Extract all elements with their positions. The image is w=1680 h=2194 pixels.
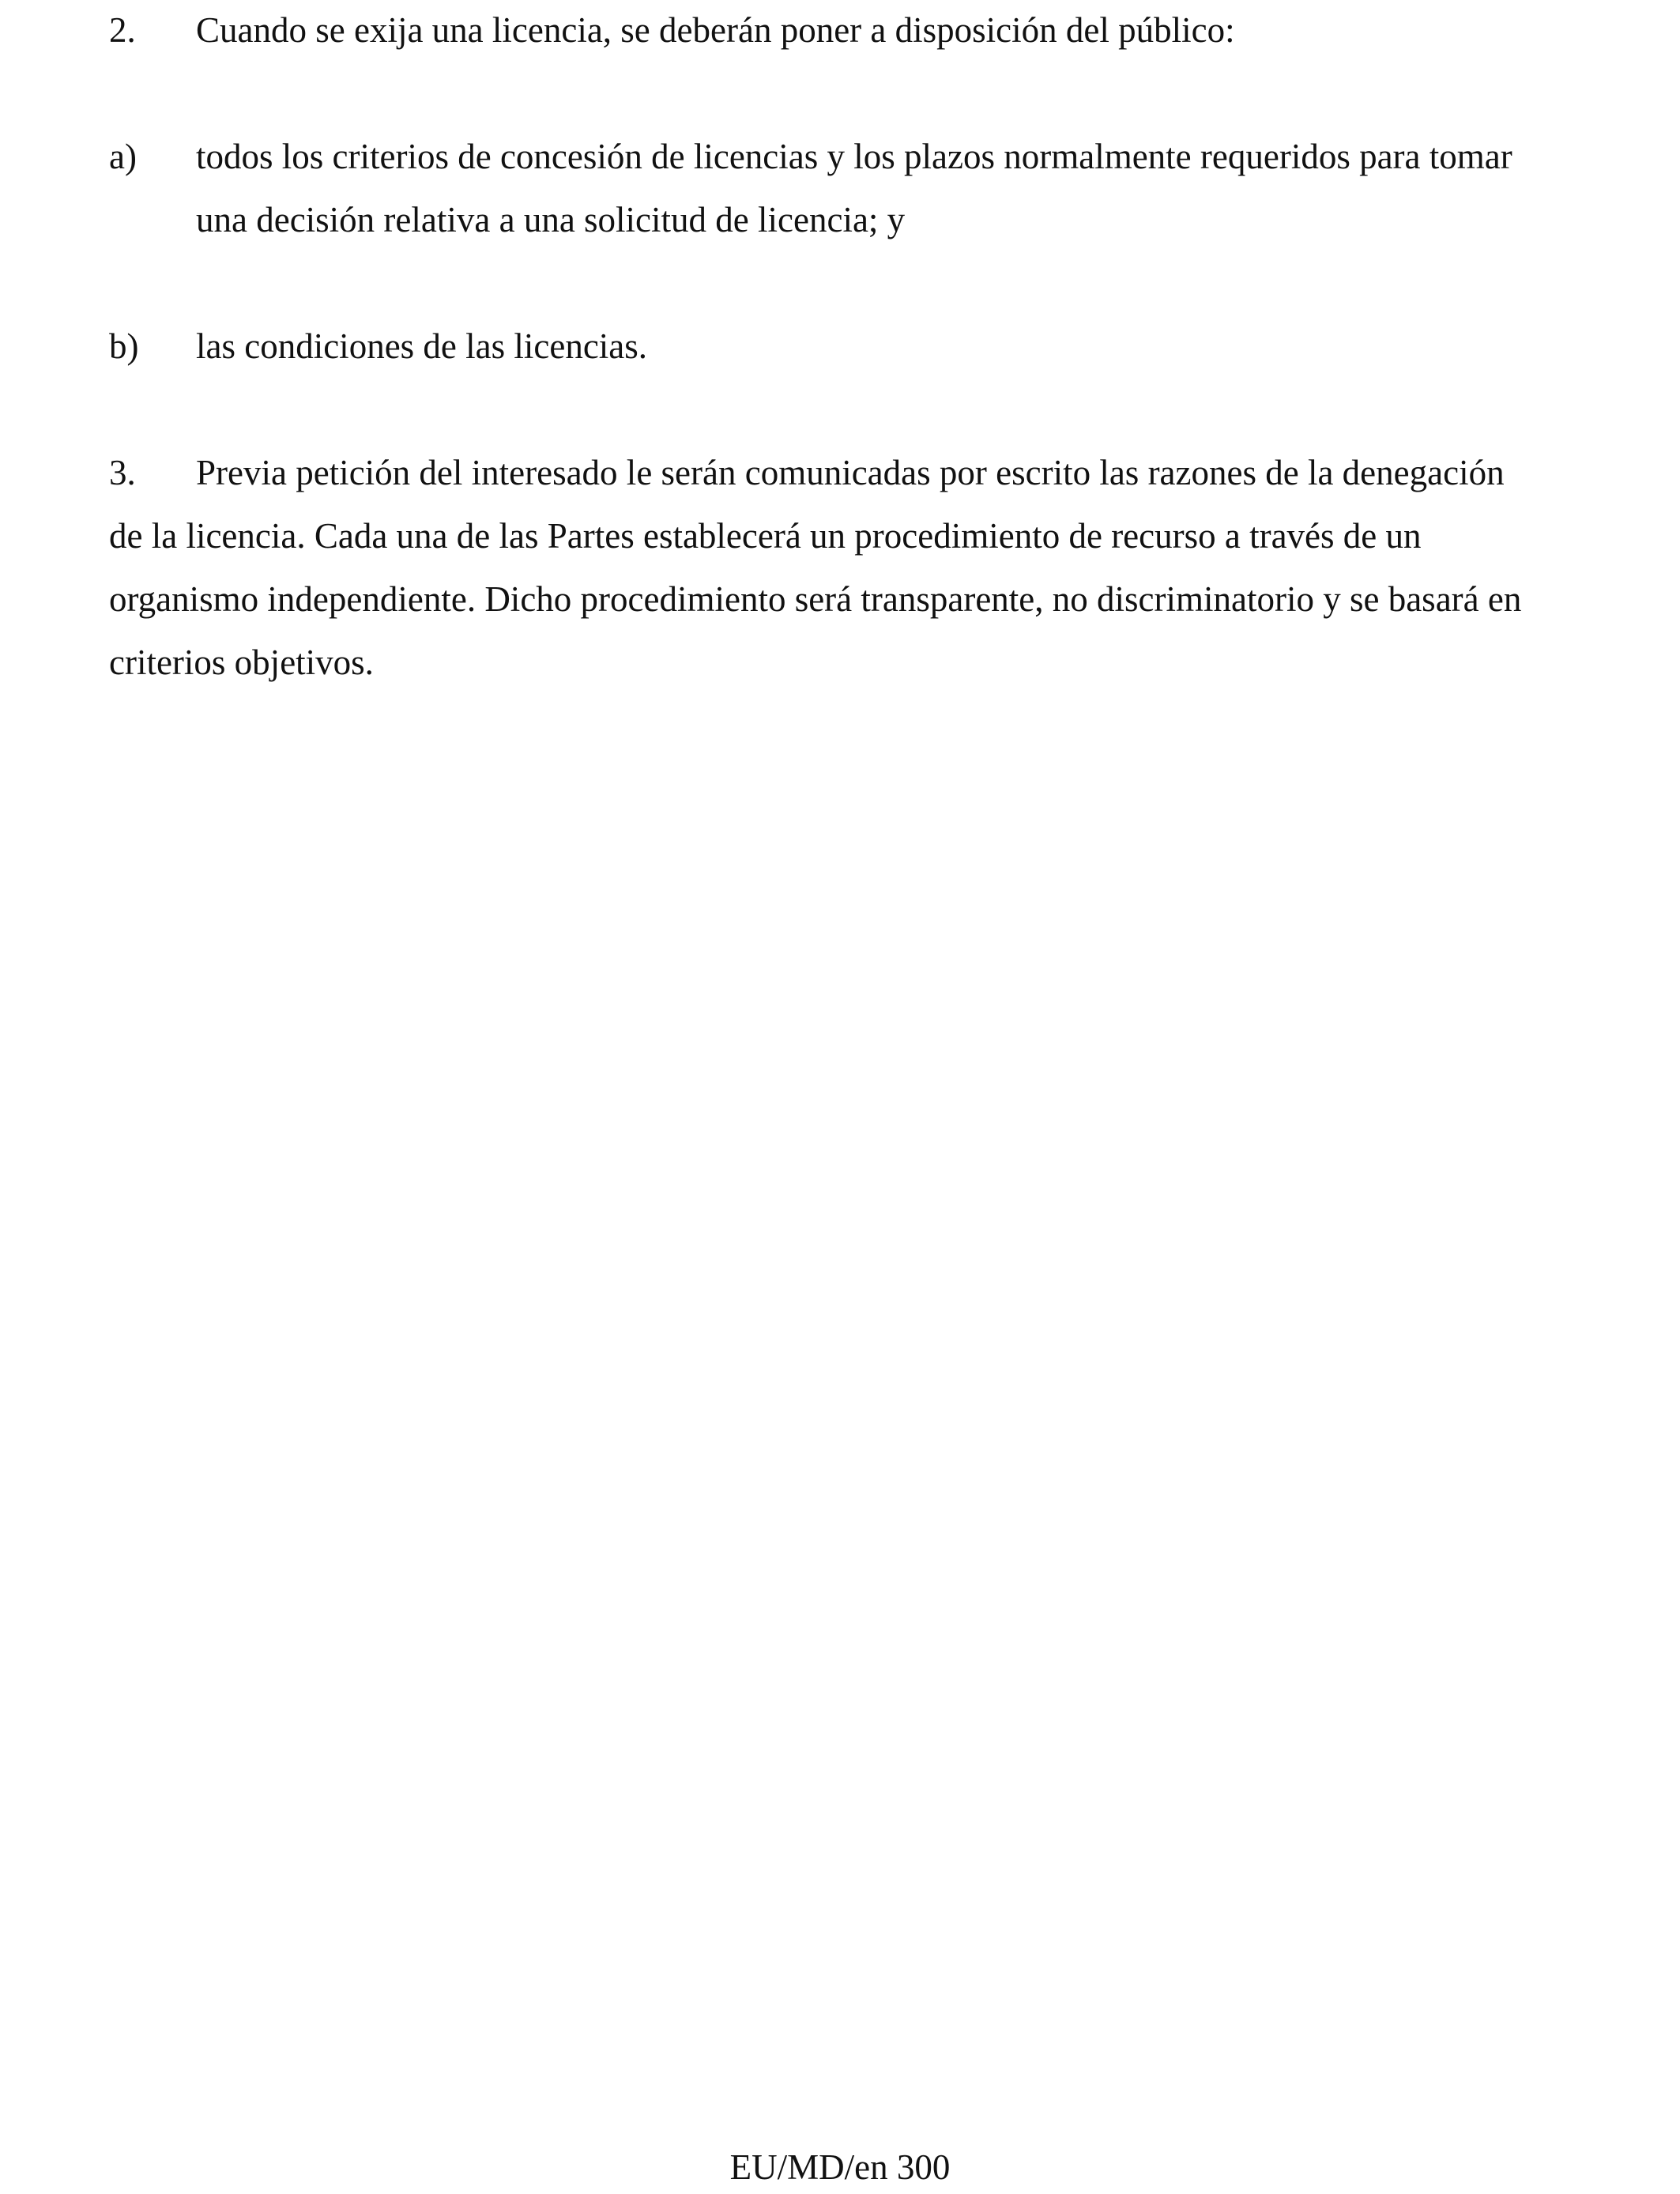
paragraph-text: Cuando se exija una licencia, se deberán poner a disposición del público: bbox=[196, 10, 1235, 50]
paragraph-number: 2. bbox=[109, 10, 136, 50]
list-item-a bbox=[109, 125, 1579, 251]
paragraph-text-line-4: criterios objetivos. bbox=[109, 643, 374, 682]
paragraph-2 bbox=[109, 0, 1579, 62]
page-footer: EU/MD/en 300 bbox=[729, 2147, 951, 2187]
paragraph-3 bbox=[109, 441, 1579, 694]
list-item-text-line-2: una decisión relativa a una solicitud de licencia; y bbox=[196, 200, 906, 239]
paragraph-text-line-1: Previa petición del interesado le serán comunicadas por escrito las razones de la denegación bbox=[196, 453, 1505, 492]
paragraph-number: 3. bbox=[109, 453, 136, 492]
list-item-text: las condiciones de las licencias. bbox=[196, 326, 648, 366]
list-item-label: b) bbox=[109, 326, 139, 366]
paragraph-text-line-3: organismo independiente. Dicho procedimiento será transparente, no discriminatorio y se basará en bbox=[109, 579, 1522, 619]
paragraph-text-line-2: de la licencia. Cada una de las Partes establecerá un procedimiento de recurso a través de un bbox=[109, 516, 1422, 556]
list-item-b bbox=[109, 315, 1579, 378]
list-item-text-line-1: todos los criterios de concesión de licencias y los plazos normalmente requeridos para tomar bbox=[196, 137, 1512, 176]
list-item-label: a) bbox=[109, 137, 137, 176]
